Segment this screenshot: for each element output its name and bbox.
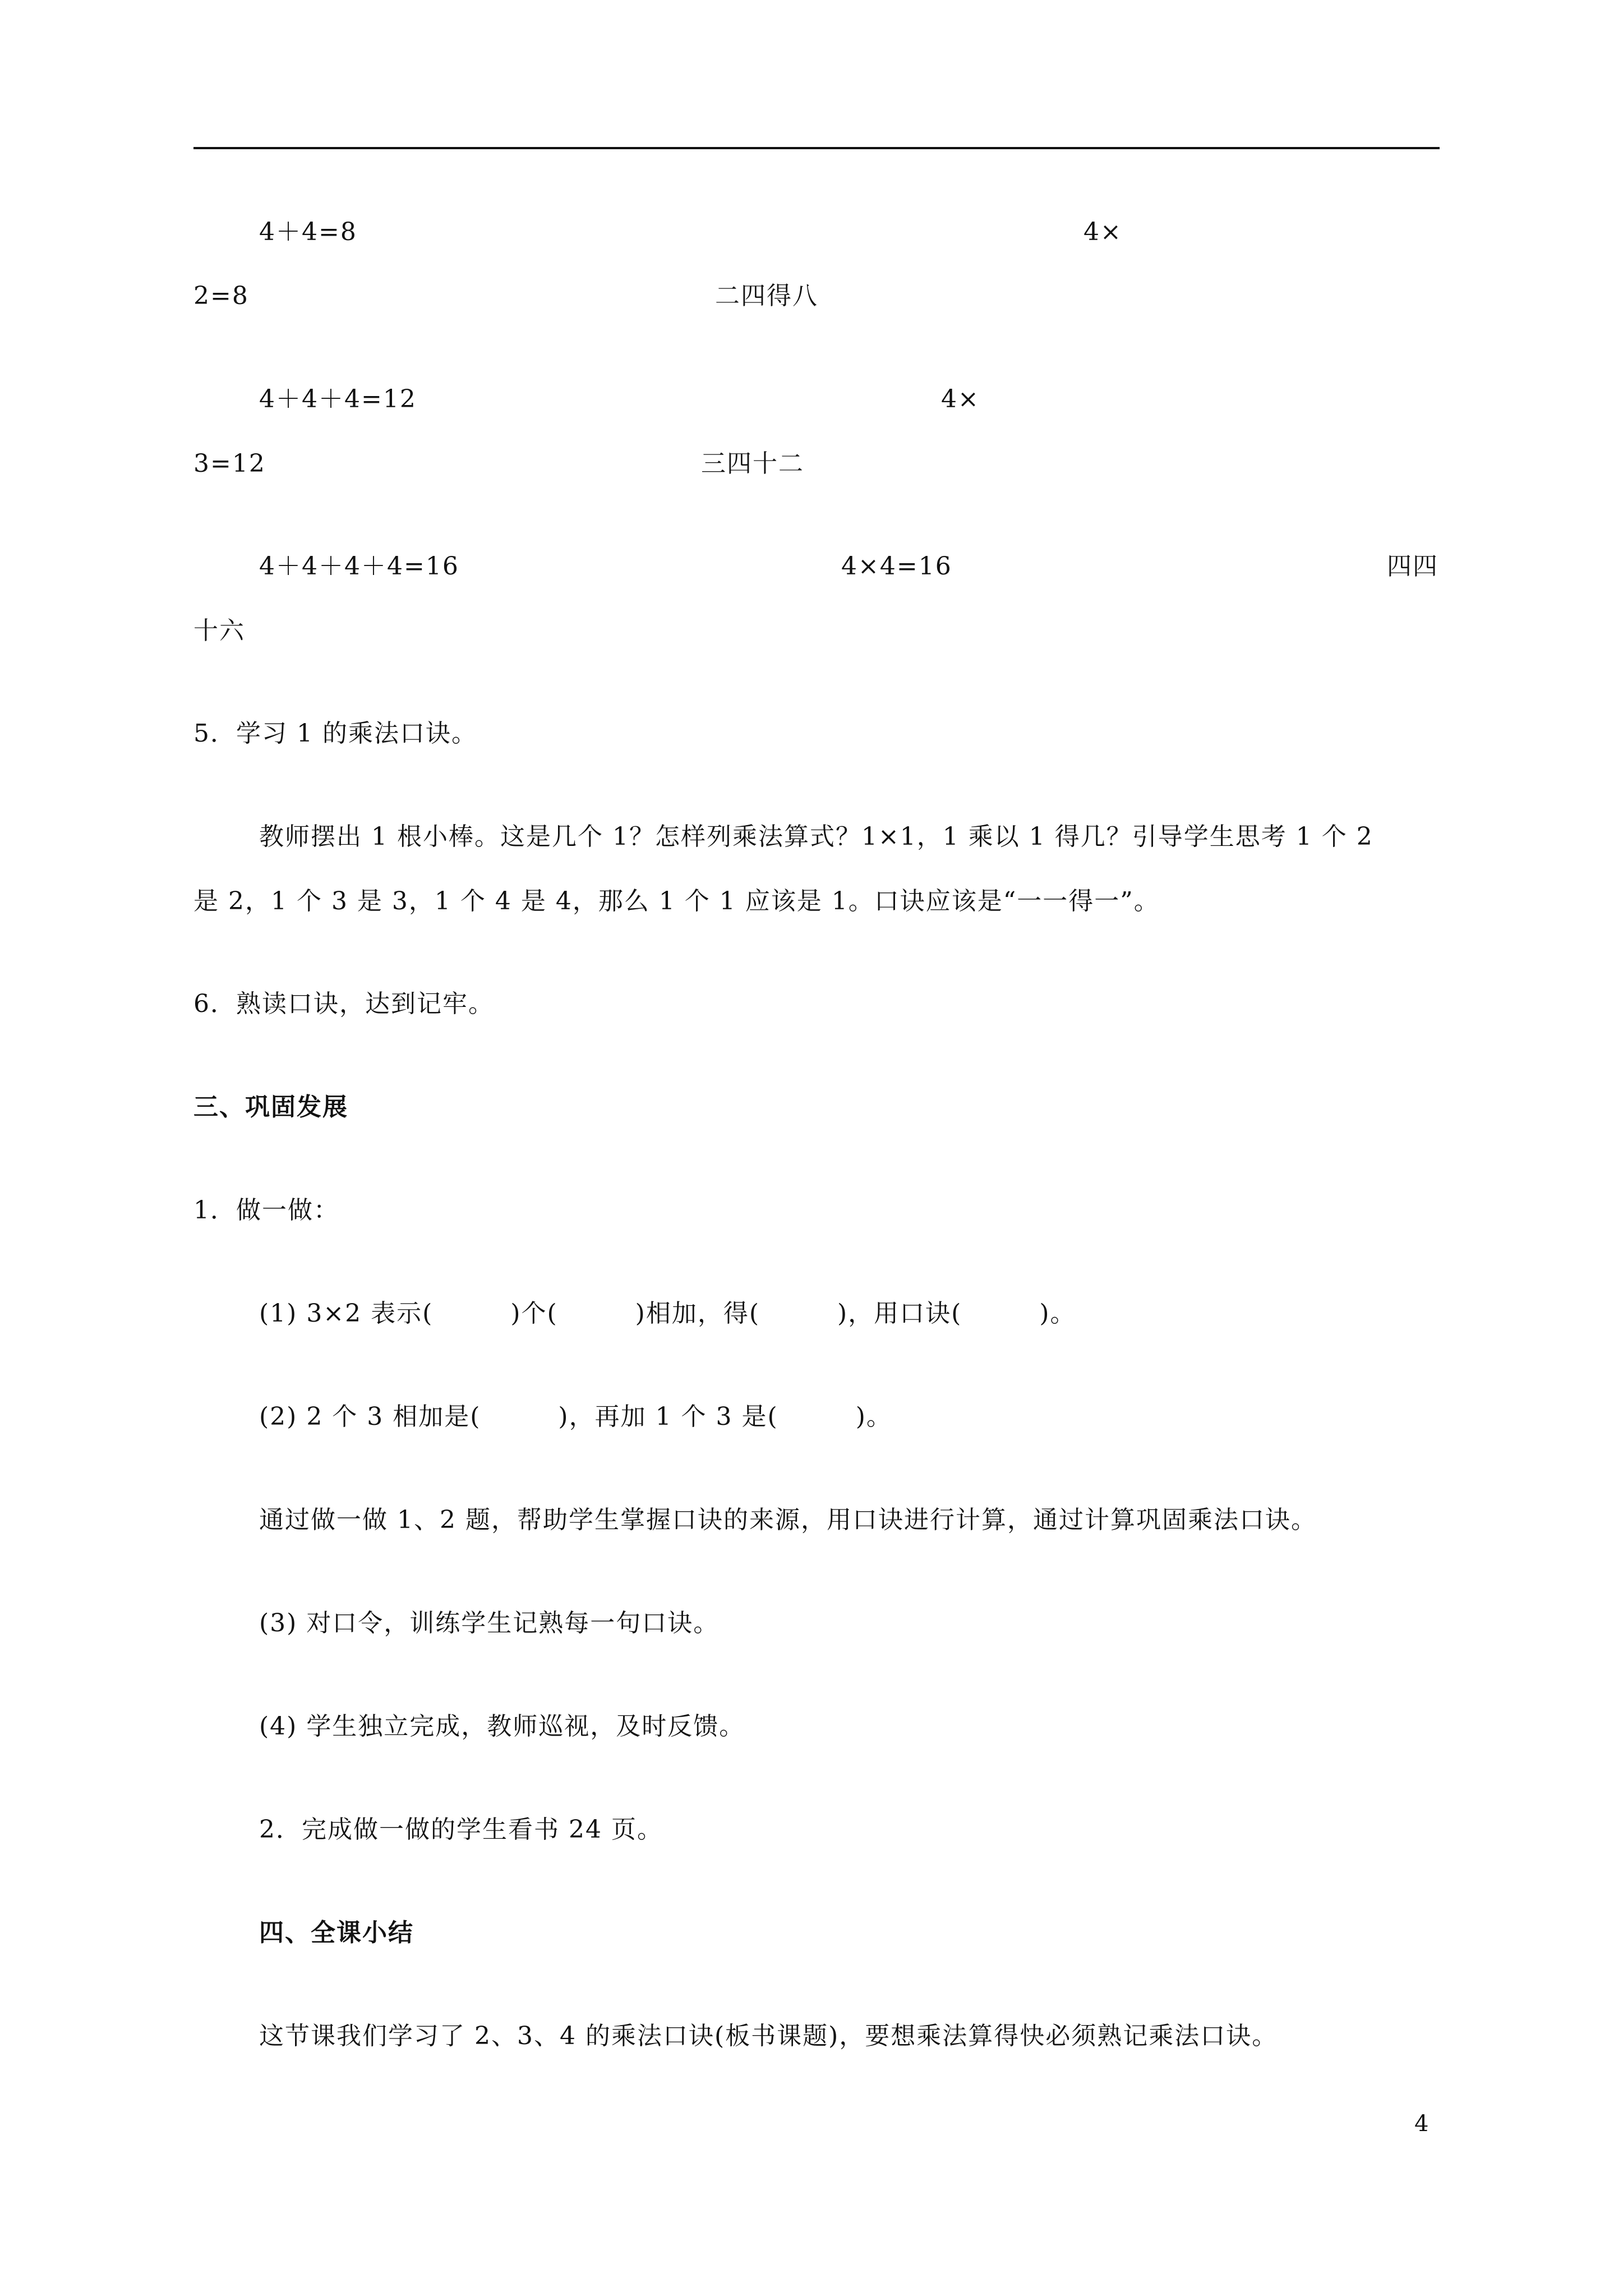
equation-mul-4x2-start: 4× [1083, 218, 1122, 246]
rhyme-4x4-end: 十六 [193, 616, 245, 645]
rhyme-4x2: 二四得八 [715, 282, 818, 310]
section-3-question-3: (3) 对口令，训练学生记熟每一句口诀。 [259, 1609, 720, 1637]
section-4-heading: 四、全课小结 [259, 1918, 414, 1947]
section-4-paragraph: 这节课我们学习了 2、3、4 的乘法口诀(板书课题)，要想乘法算得快必须熟记乘法口诀。 [259, 2022, 1278, 2050]
section-3-question-4: (4) 学生独立完成，教师巡视，及时反馈。 [259, 1712, 745, 1741]
item-5-title: 5．学习 1 的乘法口诀。 [193, 719, 477, 748]
header-rule [193, 147, 1440, 149]
section-3-item-1: 1．做一做： [193, 1196, 339, 1225]
equation-mul-4x3-end: 3=12 [193, 449, 266, 478]
equation-mul-4x4: 4×4=16 [841, 552, 952, 581]
page-number: 4 [1414, 2111, 1429, 2137]
equation-mul-4x2-end: 2=8 [193, 282, 249, 310]
section-3-question-1: (1) 3×2 表示( )个( )相加，得( )，用口诀( )。 [259, 1299, 1076, 1328]
equation-mul-4x3-start: 4× [941, 385, 980, 413]
item-5-paragraph-line-1: 教师摆出 1 根小棒。这是几个 1？怎样列乘法算式？1×1，1 乘以 1 得几？引导学生思考 1 个 2 [259, 822, 1373, 851]
equation-add-4x4: 4＋4＋4＋4=16 [259, 552, 459, 581]
equation-add-4x3: 4＋4＋4=12 [259, 385, 417, 413]
section-3-note: 通过做一做 1、2 题，帮助学生掌握口诀的来源，用口诀进行计算，通过计算巩固乘法口诀。 [259, 1506, 1317, 1534]
item-5-paragraph-line-2: 是 2，1 个 3 是 3，1 个 4 是 4，那么 1 个 1 应该是 1。口诀应该是“一一得一”。 [193, 887, 1160, 915]
equation-add-4x2: 4＋4=8 [259, 218, 357, 246]
rhyme-4x3: 三四十二 [701, 449, 804, 478]
item-6: 6．熟读口诀，达到记牢。 [193, 990, 494, 1018]
section-3-question-2: (2) 2 个 3 相加是( )，再加 1 个 3 是( )。 [259, 1402, 892, 1431]
section-3-item-2: 2．完成做一做的学生看书 24 页。 [259, 1815, 663, 1844]
section-3-heading: 三、巩固发展 [193, 1093, 348, 1121]
rhyme-4x4-start: 四四 [1387, 552, 1438, 581]
